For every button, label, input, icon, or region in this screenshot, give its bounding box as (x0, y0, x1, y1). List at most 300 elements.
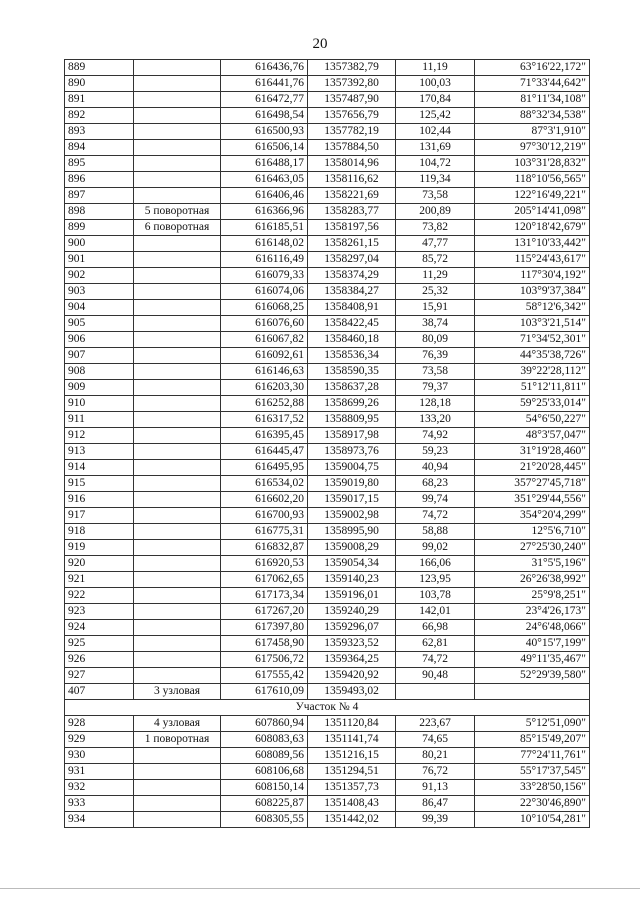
coord-x-cell: 616920,53 (221, 556, 308, 572)
direction-angle-cell: 131°10'33,442" (475, 236, 590, 252)
direction-angle-cell: 85°15'49,207" (475, 732, 590, 748)
coord-x-cell: 616317,52 (221, 412, 308, 428)
coord-y-cell: 1358973,76 (308, 444, 396, 460)
point-type-cell (134, 380, 221, 396)
segment-length-cell: 123,95 (396, 572, 475, 588)
segment-length-cell: 73,82 (396, 220, 475, 236)
coord-y-cell: 1358116,62 (308, 172, 396, 188)
point-number-cell: 918 (65, 524, 134, 540)
coord-y-cell: 1358917,98 (308, 428, 396, 444)
coord-y-cell: 1358283,77 (308, 204, 396, 220)
coord-y-cell: 1358221,69 (308, 188, 396, 204)
table-row (65, 220, 590, 236)
coord-x-cell: 616534,02 (221, 476, 308, 492)
coord-y-cell: 1358374,29 (308, 268, 396, 284)
segment-length-cell: 166,06 (396, 556, 475, 572)
point-number-cell: 903 (65, 284, 134, 300)
point-number-cell: 906 (65, 332, 134, 348)
coord-x-cell: 616700,93 (221, 508, 308, 524)
segment-length-cell: 99,74 (396, 492, 475, 508)
coord-x-cell: 616076,60 (221, 316, 308, 332)
segment-length-cell: 79,37 (396, 380, 475, 396)
table-row (65, 812, 590, 828)
direction-angle-cell: 77°24'11,761" (475, 748, 590, 764)
segment-length-cell: 80,21 (396, 748, 475, 764)
direction-angle-cell: 33°28'50,156" (475, 780, 590, 796)
point-number-cell: 924 (65, 620, 134, 636)
table-row (65, 588, 590, 604)
point-number-cell: 916 (65, 492, 134, 508)
segment-length-cell: 73,58 (396, 188, 475, 204)
table-row (65, 684, 590, 700)
coord-y-cell: 1359493,02 (308, 684, 396, 700)
coord-x-cell: 616395,45 (221, 428, 308, 444)
coord-y-cell: 1358699,26 (308, 396, 396, 412)
segment-length-cell: 38,74 (396, 316, 475, 332)
point-type-cell (134, 796, 221, 812)
coord-x-cell: 616146,63 (221, 364, 308, 380)
page-number: 20 (312, 36, 328, 52)
table-row (65, 364, 590, 380)
coord-x-cell: 607860,94 (221, 716, 308, 732)
coord-y-cell: 1359054,34 (308, 556, 396, 572)
point-type-cell (134, 572, 221, 588)
point-number-cell: 926 (65, 652, 134, 668)
point-type-cell (134, 460, 221, 476)
point-number-cell: 912 (65, 428, 134, 444)
coord-y-cell: 1357884,50 (308, 140, 396, 156)
point-type-cell (134, 492, 221, 508)
direction-angle-cell: 52°29'39,580" (475, 668, 590, 684)
direction-angle-cell: 12°5'6,710" (475, 524, 590, 540)
coord-y-cell: 1357782,19 (308, 124, 396, 140)
table-row (65, 540, 590, 556)
coord-x-cell: 617062,65 (221, 572, 308, 588)
segment-length-cell: 74,72 (396, 652, 475, 668)
point-number-cell: 909 (65, 380, 134, 396)
segment-length-cell: 68,23 (396, 476, 475, 492)
direction-angle-cell: 25°9'8,251" (475, 588, 590, 604)
coord-y-cell: 1357487,90 (308, 92, 396, 108)
point-type-cell (134, 108, 221, 124)
segment-length-cell: 11,29 (396, 268, 475, 284)
coord-x-cell: 608106,68 (221, 764, 308, 780)
direction-angle-cell: 31°19'28,460" (475, 444, 590, 460)
table-row (65, 620, 590, 636)
segment-length-cell: 125,42 (396, 108, 475, 124)
direction-angle-cell: 88°32'34,538" (475, 108, 590, 124)
table-row (65, 572, 590, 588)
coord-y-cell: 1351216,15 (308, 748, 396, 764)
direction-angle-cell: 205°14'41,098" (475, 204, 590, 220)
point-type-cell (134, 348, 221, 364)
point-type-cell (134, 764, 221, 780)
coord-x-cell: 616506,14 (221, 140, 308, 156)
point-type-cell: 3 узловая (134, 684, 221, 700)
direction-angle-cell: 21°20'28,445" (475, 460, 590, 476)
segment-length-cell: 15,91 (396, 300, 475, 316)
point-type-cell (134, 812, 221, 828)
table-row (65, 636, 590, 652)
coord-y-cell: 1359002,98 (308, 508, 396, 524)
point-type-cell (134, 172, 221, 188)
point-number-cell: 917 (65, 508, 134, 524)
point-type-cell (134, 588, 221, 604)
coord-y-cell: 1351408,43 (308, 796, 396, 812)
direction-angle-cell: 97°30'12,219" (475, 140, 590, 156)
point-number-cell: 919 (65, 540, 134, 556)
coord-x-cell: 617173,34 (221, 588, 308, 604)
segment-length-cell: 80,09 (396, 332, 475, 348)
point-number-cell: 893 (65, 124, 134, 140)
point-type-cell (134, 652, 221, 668)
point-type-cell (134, 636, 221, 652)
coord-y-cell: 1351442,02 (308, 812, 396, 828)
direction-angle-cell: 103°9'37,384" (475, 284, 590, 300)
direction-angle-cell: 5°12'51,090" (475, 716, 590, 732)
point-type-cell: 6 поворотная (134, 220, 221, 236)
coord-y-cell: 1351357,73 (308, 780, 396, 796)
segment-length-cell: 133,20 (396, 412, 475, 428)
point-type-cell (134, 300, 221, 316)
direction-angle-cell: 120°18'42,679" (475, 220, 590, 236)
point-number-cell: 910 (65, 396, 134, 412)
coord-x-cell: 617506,72 (221, 652, 308, 668)
coord-y-cell: 1357382,79 (308, 60, 396, 76)
point-number-cell: 933 (65, 796, 134, 812)
coord-x-cell: 616148,02 (221, 236, 308, 252)
direction-angle-cell: 71°34'52,301" (475, 332, 590, 348)
coord-y-cell: 1358809,95 (308, 412, 396, 428)
direction-angle-cell: 48°3'57,047" (475, 428, 590, 444)
page-bottom-rule (0, 888, 640, 889)
table-row (65, 780, 590, 796)
direction-angle-cell: 27°25'30,240" (475, 540, 590, 556)
point-number-cell: 889 (65, 60, 134, 76)
coord-y-cell: 1359364,25 (308, 652, 396, 668)
coord-y-cell: 1359019,80 (308, 476, 396, 492)
table-row (65, 380, 590, 396)
point-number-cell: 925 (65, 636, 134, 652)
point-number-cell: 930 (65, 748, 134, 764)
point-type-cell (134, 60, 221, 76)
coord-y-cell: 1359017,15 (308, 492, 396, 508)
coord-x-cell: 616441,76 (221, 76, 308, 92)
segment-length-cell: 104,72 (396, 156, 475, 172)
point-type-cell (134, 540, 221, 556)
point-number-cell: 927 (65, 668, 134, 684)
coord-y-cell: 1351120,84 (308, 716, 396, 732)
point-type-cell (134, 316, 221, 332)
point-type-cell (134, 620, 221, 636)
point-type-cell: 5 поворотная (134, 204, 221, 220)
section-row (65, 700, 590, 716)
point-type-cell (134, 444, 221, 460)
table-row (65, 188, 590, 204)
coord-x-cell: 616495,95 (221, 460, 308, 476)
coord-x-cell: 616463,05 (221, 172, 308, 188)
segment-length-cell: 74,92 (396, 428, 475, 444)
coord-x-cell: 616500,93 (221, 124, 308, 140)
direction-angle-cell: 59°25'33,014" (475, 396, 590, 412)
point-type-cell (134, 140, 221, 156)
point-type-cell (134, 476, 221, 492)
point-type-cell (134, 780, 221, 796)
point-number-cell: 932 (65, 780, 134, 796)
direction-angle-cell: 39°22'28,112" (475, 364, 590, 380)
coord-x-cell: 616602,20 (221, 492, 308, 508)
direction-angle-cell: 118°10'56,565" (475, 172, 590, 188)
coord-x-cell: 616436,76 (221, 60, 308, 76)
point-type-cell (134, 124, 221, 140)
table-row (65, 764, 590, 780)
point-number-cell: 899 (65, 220, 134, 236)
table-row (65, 76, 590, 92)
coord-x-cell: 616067,82 (221, 332, 308, 348)
point-type-cell: 1 поворотная (134, 732, 221, 748)
coord-y-cell: 1359240,29 (308, 604, 396, 620)
segment-length-cell: 119,34 (396, 172, 475, 188)
point-type-cell (134, 524, 221, 540)
direction-angle-cell: 23°4'26,173" (475, 604, 590, 620)
table-row (65, 300, 590, 316)
point-type-cell (134, 156, 221, 172)
table-body-section-3 (65, 60, 590, 700)
point-number-cell: 914 (65, 460, 134, 476)
direction-angle-cell: 51°12'11,811" (475, 380, 590, 396)
coord-y-cell: 1359008,29 (308, 540, 396, 556)
coord-x-cell: 616079,33 (221, 268, 308, 284)
coord-x-cell: 616092,61 (221, 348, 308, 364)
segment-length-cell: 142,01 (396, 604, 475, 620)
section-header (65, 700, 590, 716)
table-row (65, 284, 590, 300)
point-number-cell: 900 (65, 236, 134, 252)
point-type-cell (134, 748, 221, 764)
direction-angle-cell: 10°10'54,281" (475, 812, 590, 828)
coord-x-cell: 616488,17 (221, 156, 308, 172)
coord-x-cell: 617458,90 (221, 636, 308, 652)
segment-length-cell: 74,72 (396, 508, 475, 524)
point-type-cell (134, 236, 221, 252)
point-number-cell: 928 (65, 716, 134, 732)
direction-angle-cell: 115°24'43,617" (475, 252, 590, 268)
point-type-cell (134, 92, 221, 108)
point-number-cell: 931 (65, 764, 134, 780)
direction-angle-cell: 58°12'6,342" (475, 300, 590, 316)
table-row (65, 444, 590, 460)
coord-x-cell: 617267,20 (221, 604, 308, 620)
segment-length-cell: 25,32 (396, 284, 475, 300)
direction-angle-cell: 103°3'21,514" (475, 316, 590, 332)
table-row (65, 748, 590, 764)
segment-length-cell: 200,89 (396, 204, 475, 220)
segment-length-cell: 90,48 (396, 668, 475, 684)
direction-angle-cell: 26°26'38,992" (475, 572, 590, 588)
coord-y-cell: 1358297,04 (308, 252, 396, 268)
direction-angle-cell: 87°3'1,910" (475, 124, 590, 140)
segment-length-cell: 74,65 (396, 732, 475, 748)
table-row (65, 60, 590, 76)
table-row (65, 92, 590, 108)
segment-length-cell: 76,39 (396, 348, 475, 364)
point-number-cell: 905 (65, 316, 134, 332)
segment-length-cell: 73,58 (396, 364, 475, 380)
point-type-cell (134, 188, 221, 204)
coord-y-cell: 1359196,01 (308, 588, 396, 604)
point-number-cell: 921 (65, 572, 134, 588)
table-row (65, 268, 590, 284)
coord-y-cell: 1357656,79 (308, 108, 396, 124)
coord-y-cell: 1358422,45 (308, 316, 396, 332)
coord-y-cell: 1357392,80 (308, 76, 396, 92)
coord-x-cell: 616116,49 (221, 252, 308, 268)
coord-y-cell: 1359296,07 (308, 620, 396, 636)
point-type-cell (134, 396, 221, 412)
direction-angle-cell: 22°30'46,890" (475, 796, 590, 812)
direction-angle-cell: 71°33'44,642" (475, 76, 590, 92)
direction-angle-cell: 351°29'44,556" (475, 492, 590, 508)
coord-x-cell: 616366,96 (221, 204, 308, 220)
point-type-cell (134, 252, 221, 268)
coord-x-cell: 616068,25 (221, 300, 308, 316)
table-row (65, 172, 590, 188)
coord-x-cell: 616074,06 (221, 284, 308, 300)
table-row (65, 316, 590, 332)
coord-y-cell: 1351141,74 (308, 732, 396, 748)
segment-length-cell: 59,23 (396, 444, 475, 460)
segment-length-cell: 100,03 (396, 76, 475, 92)
coord-x-cell: 616445,47 (221, 444, 308, 460)
table-row (65, 204, 590, 220)
segment-length-cell: 66,98 (396, 620, 475, 636)
coord-x-cell: 617555,42 (221, 668, 308, 684)
point-type-cell (134, 364, 221, 380)
coord-x-cell: 608089,56 (221, 748, 308, 764)
table-row (65, 124, 590, 140)
point-type-cell (134, 268, 221, 284)
coord-y-cell: 1351294,51 (308, 764, 396, 780)
coord-x-cell: 616203,30 (221, 380, 308, 396)
table-row (65, 252, 590, 268)
point-type-cell (134, 284, 221, 300)
point-type-cell (134, 508, 221, 524)
coord-y-cell: 1359004,75 (308, 460, 396, 476)
coord-x-cell: 617610,09 (221, 684, 308, 700)
coord-y-cell: 1358014,96 (308, 156, 396, 172)
segment-length-cell: 86,47 (396, 796, 475, 812)
direction-angle-cell: 24°6'48,066" (475, 620, 590, 636)
segment-length-cell: 62,81 (396, 636, 475, 652)
segment-length-cell: 170,84 (396, 92, 475, 108)
coord-y-cell: 1359140,23 (308, 572, 396, 588)
table-row (65, 524, 590, 540)
point-type-cell (134, 332, 221, 348)
coord-y-cell: 1358536,34 (308, 348, 396, 364)
point-number-cell: 920 (65, 556, 134, 572)
coord-x-cell: 616406,46 (221, 188, 308, 204)
table-row (65, 716, 590, 732)
table-body-section-4 (65, 716, 590, 828)
table-row (65, 476, 590, 492)
direction-angle-cell: 117°30'4,192" (475, 268, 590, 284)
coord-y-cell: 1358995,90 (308, 524, 396, 540)
table-row (65, 332, 590, 348)
table-row (65, 236, 590, 252)
coord-y-cell: 1358460,18 (308, 332, 396, 348)
point-number-cell: 890 (65, 76, 134, 92)
direction-angle-cell: 49°11'35,467" (475, 652, 590, 668)
coord-y-cell: 1358637,28 (308, 380, 396, 396)
segment-length-cell: 102,44 (396, 124, 475, 140)
segment-length-cell: 11,19 (396, 60, 475, 76)
point-number-cell: 934 (65, 812, 134, 828)
point-number-cell: 896 (65, 172, 134, 188)
segment-length-cell: 128,18 (396, 396, 475, 412)
direction-angle-cell: 357°27'45,718" (475, 476, 590, 492)
direction-angle-cell: 54°6'50,227" (475, 412, 590, 428)
coord-x-cell: 617397,80 (221, 620, 308, 636)
point-type-cell (134, 668, 221, 684)
coord-x-cell: 608150,14 (221, 780, 308, 796)
table-row (65, 652, 590, 668)
direction-angle-cell: 40°15'7,199" (475, 636, 590, 652)
direction-angle-cell: 31°5'5,196" (475, 556, 590, 572)
coordinates-table (64, 59, 590, 828)
point-number-cell: 911 (65, 412, 134, 428)
coord-x-cell: 616472,77 (221, 92, 308, 108)
coord-y-cell: 1358590,35 (308, 364, 396, 380)
coord-y-cell: 1358261,15 (308, 236, 396, 252)
table-row (65, 428, 590, 444)
coord-x-cell: 616252,88 (221, 396, 308, 412)
coord-x-cell: 608225,87 (221, 796, 308, 812)
coord-x-cell: 616185,51 (221, 220, 308, 236)
direction-angle-cell: 103°31'28,832" (475, 156, 590, 172)
table-row (65, 140, 590, 156)
point-number-cell: 895 (65, 156, 134, 172)
segment-length-cell: 99,02 (396, 540, 475, 556)
point-type-cell (134, 604, 221, 620)
table-row (65, 796, 590, 812)
point-number-cell: 897 (65, 188, 134, 204)
coord-x-cell: 608305,55 (221, 812, 308, 828)
segment-length-cell: 40,94 (396, 460, 475, 476)
segment-length-cell: 76,72 (396, 764, 475, 780)
coord-y-cell: 1359420,92 (308, 668, 396, 684)
point-number-cell: 913 (65, 444, 134, 460)
direction-angle-cell: 81°11'34,108" (475, 92, 590, 108)
coord-x-cell: 616775,31 (221, 524, 308, 540)
point-type-cell (134, 556, 221, 572)
segment-length-cell: 99,39 (396, 812, 475, 828)
section-title: Участок № 4 (65, 700, 590, 716)
segment-length-cell (396, 684, 475, 700)
point-number-cell: 892 (65, 108, 134, 124)
point-number-cell: 923 (65, 604, 134, 620)
table-row (65, 156, 590, 172)
point-number-cell: 929 (65, 732, 134, 748)
direction-angle-cell: 354°20'4,299" (475, 508, 590, 524)
table-row (65, 604, 590, 620)
coord-x-cell: 616832,87 (221, 540, 308, 556)
table-row (65, 412, 590, 428)
point-number-cell: 901 (65, 252, 134, 268)
point-type-cell (134, 412, 221, 428)
point-number-cell: 902 (65, 268, 134, 284)
coord-x-cell: 608083,63 (221, 732, 308, 748)
point-number-cell: 922 (65, 588, 134, 604)
